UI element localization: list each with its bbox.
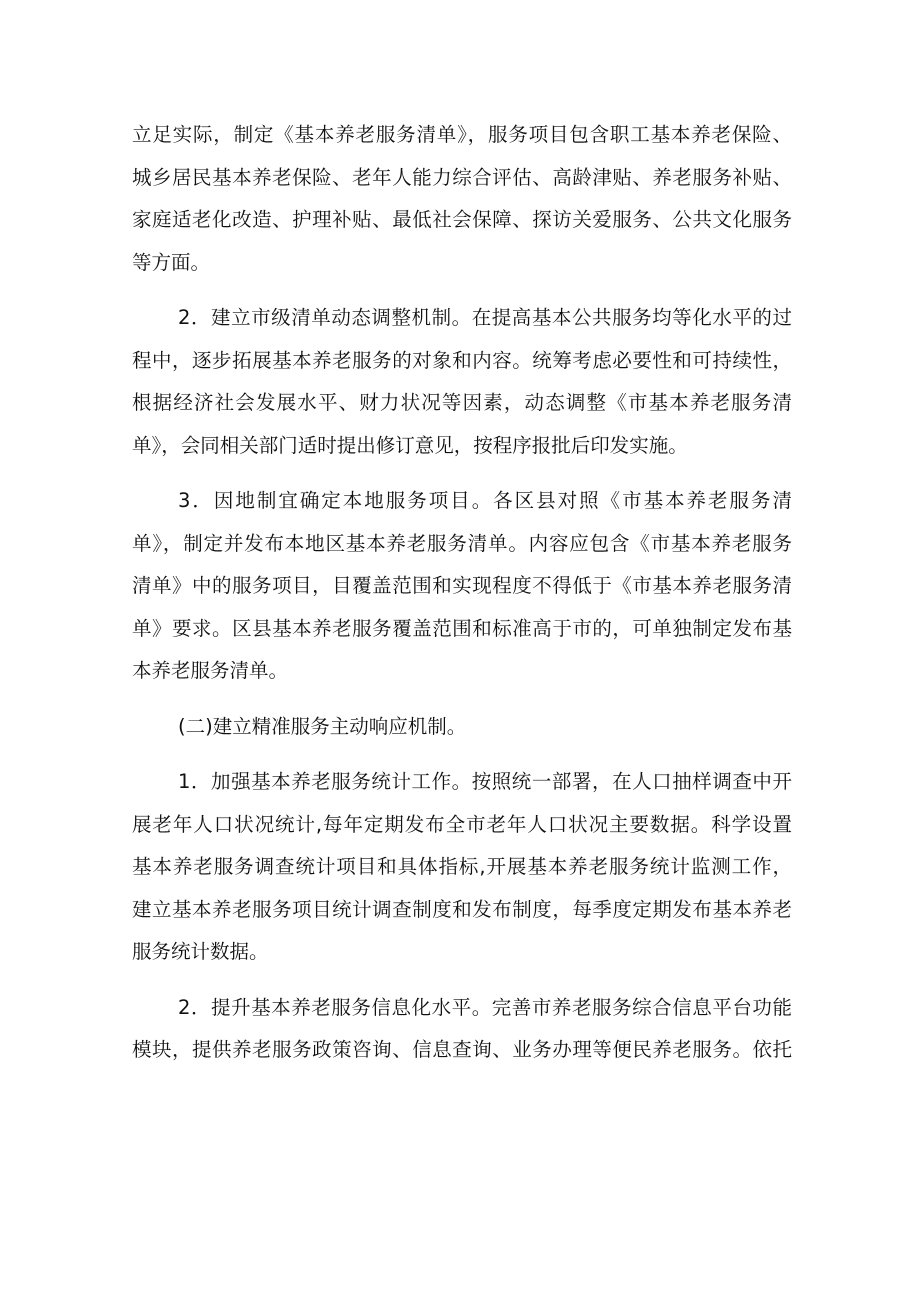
section-heading xyxy=(132,706,792,749)
paragraph-line: 单》，会同相关部门适时提出修订意见，按程序报批后印发实施。 xyxy=(132,433,688,457)
paragraph-line: 1．加强基本养老服务统计工作。按照统一部署，在人口抽样调查中开 xyxy=(178,770,792,793)
paragraph-line: 根据经济社会发展水平、财力状况等因素，动态调整《市基本养老服务清 xyxy=(132,391,792,414)
paragraph-line: 单》，制定并发布本地区基本养老服务清单。内容应包含《市基本养老服务 xyxy=(132,531,792,555)
document-body xyxy=(132,114,792,1072)
paragraph-line: 清单》中的服务项目，目覆盖范围和实现程度不得低于《市基本养老服务清 xyxy=(132,574,792,597)
paragraph-line: 本养老服务清单。 xyxy=(132,659,289,682)
paragraph-line: 2．提升基本养老服务信息化水平。完善市养老服务综合信息平台功能 xyxy=(178,995,792,1019)
paragraph-line: 程中，逐步拓展基本养老服务的对象和内容。统筹考虑必要性和可持续性， xyxy=(132,348,792,372)
paragraph-line: 模块，提供养老服务政策咨询、信息查询、业务办理等便民养老服务。依托 xyxy=(132,1038,792,1061)
paragraph-service-list xyxy=(132,114,792,284)
paragraph-statistics xyxy=(132,761,792,974)
paragraph-line: 2．建立市级清单动态调整机制。在提高基本公共服务均等化水平的过 xyxy=(178,306,792,329)
paragraph-line: 基本养老服务调查统计项目和具体指标,开展基本养老服务统计监测工作， xyxy=(132,855,792,878)
paragraph-line: 等方面。 xyxy=(132,250,211,274)
section-heading-text: (二)建立精准服务主动响应机制。 xyxy=(178,714,467,738)
paragraph-line: 展老年人口状况统计,每年定期发布全市老年人口状况主要数据。科学设置 xyxy=(132,812,792,836)
paragraph-line: 立足实际，制定《基本养老服务清单》，服务项目包含职工基本养老保险、 xyxy=(132,123,792,146)
paragraph-dynamic-adjustment xyxy=(132,297,792,467)
paragraph-line: 建立基本养老服务项目统计调查制度和发布制度，每季度定期发布基本养老 xyxy=(132,897,792,921)
paragraph-line: 3．因地制宜确定本地服务项目。各区县对照《市基本养老服务清 xyxy=(178,489,792,512)
paragraph-line: 城乡居民基本养老保险、老年人能力综合评估、高龄津贴、养老服务补贴、 xyxy=(132,165,792,189)
paragraph-line: 单》要求。区县基本养老服务覆盖范围和标准高于市的，可单独制定发布基 xyxy=(132,616,792,640)
paragraph-local-items xyxy=(132,480,792,693)
paragraph-line: 服务统计数据。 xyxy=(132,940,269,963)
paragraph-line: 家庭适老化改造、护理补贴、最低社会保障、探访关爱服务、公共文化服务 xyxy=(132,208,792,231)
paragraph-informatization xyxy=(132,987,792,1072)
